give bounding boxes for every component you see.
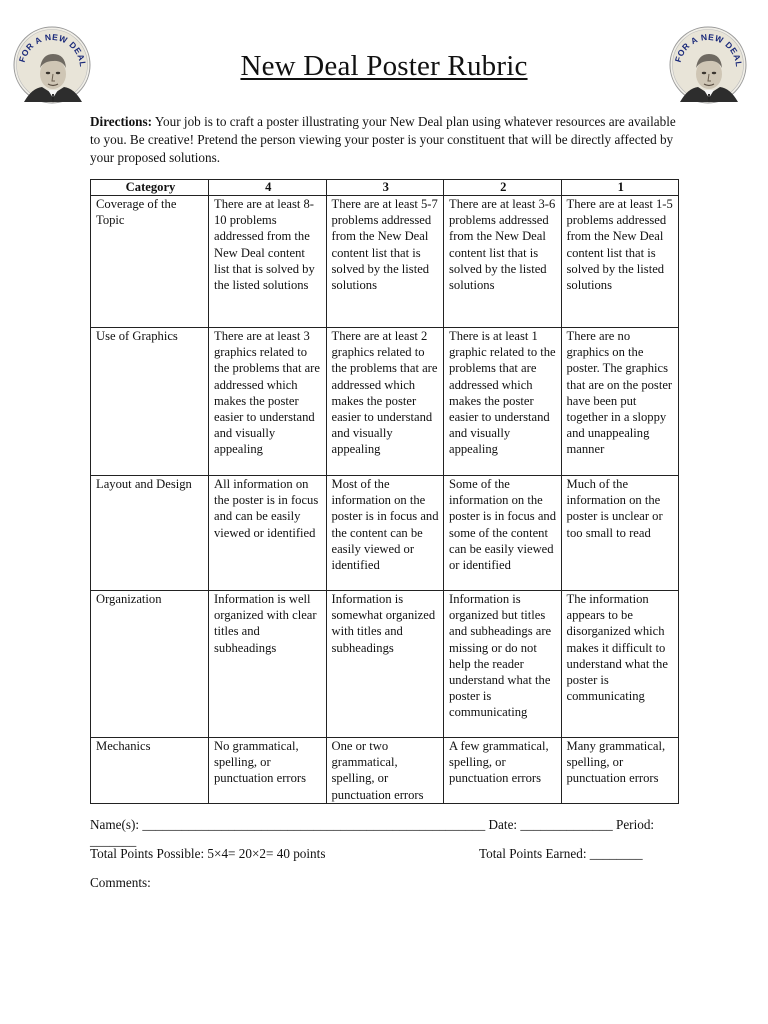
page-title: New Deal Poster Rubric [240,50,528,82]
rubric-cell: There are at least 5-7 problems addressed from the New Deal content list that is solved by the listed solutions [326,196,444,328]
points-line [90,846,690,862]
rubric-cell: There are at least 3 graphics related to the problems that are addressed which makes the poster easier to understand and visually appealing [209,328,327,476]
rubric-table [90,179,679,804]
directions-paragraph [90,113,680,167]
rubric-cell: Most of the information on the poster is in focus and the content can be easily viewed or identified [326,476,444,591]
rubric-header-row [91,180,679,196]
rubric-cell: The information appears to be disorganized which makes it difficult to understand what the poster is communicating [561,591,679,738]
total-points-earned: Total Points Earned: ________ [479,846,643,861]
header-score-2: 2 [444,180,562,196]
total-points-possible: Total Points Possible: 5×4= 20×2= 40 points [90,846,326,861]
row-category: Layout and Design [91,476,209,591]
row-category: Coverage of the Topic [91,196,209,328]
rubric-cell: There are no graphics on the poster. The graphics that are on the poster have been put together in a sloppy and unappealing manner [561,328,679,476]
header-category: Category [91,180,209,196]
row-category: Mechanics [91,738,209,804]
svg-text:FOR A NEW DEAL: FOR A NEW DEAL [16,31,89,68]
header-score-3: 3 [326,180,444,196]
row-category: Use of Graphics [91,328,209,476]
rubric-cell: Much of the information on the poster is unclear or too small to read [561,476,679,591]
header-score-4: 4 [209,180,327,196]
directions-label: Directions: [90,114,153,129]
rubric-cell: There is at least 1 graphic related to the problems that are addressed which makes the poster easier to understand and visually appealing [444,328,562,476]
names-date-period-line: Name(s): ____________________________________________________ Date: ______________ Period: _______ [90,817,655,848]
table-row [91,738,679,804]
table-row [91,476,679,591]
rubric-cell: One or two grammatical, spelling, or punctuation errors [326,738,444,804]
rubric-cell: All information on the poster is in focus and can be easily viewed or identified [209,476,327,591]
rubric-cell: Many grammatical, spelling, or punctuation errors [561,738,679,804]
row-category: Organization [91,591,209,738]
rubric-cell: There are at least 3-6 problems addressed from the New Deal content list that is solved by the listed solutions [444,196,562,328]
rubric-cell: There are at least 1-5 problems addressed from the New Deal content list that is solved by the listed solutions [561,196,679,328]
rubric-cell: No grammatical, spelling, or punctuation errors [209,738,327,804]
table-row [91,328,679,476]
header-score-1: 1 [561,180,679,196]
svg-text:FOR A NEW DEAL: FOR A NEW DEAL [672,31,745,68]
rubric-cell: There are at least 8-10 problems addressed from the New Deal content list that is solved by the listed solutions [209,196,327,328]
rubric-cell: A few grammatical, spelling, or punctuation errors [444,738,562,804]
rubric-cell: Information is well organized with clear titles and subheadings [209,591,327,738]
directions-text: Your job is to craft a poster illustrating your New Deal plan using whatever resources are available to you. Be creative! Pretend the person viewing your poster is your constituent that will be directly affected by your proposed solutions. [90,114,676,165]
rubric-cell: Information is somewhat organized with titles and subheadings [326,591,444,738]
comments-label: Comments: [90,875,151,890]
rubric-cell: Information is organized but titles and subheadings are missing or do not help the reader understand what the poster is communicating [444,591,562,738]
table-row [91,196,679,328]
rubric-cell: Some of the information on the poster is in focus and some of the content can be easily viewed or identified [444,476,562,591]
rubric-cell: There are at least 2 graphics related to the problems that are addressed which makes the poster easier to understand and visually appealing [326,328,444,476]
table-row [91,591,679,738]
